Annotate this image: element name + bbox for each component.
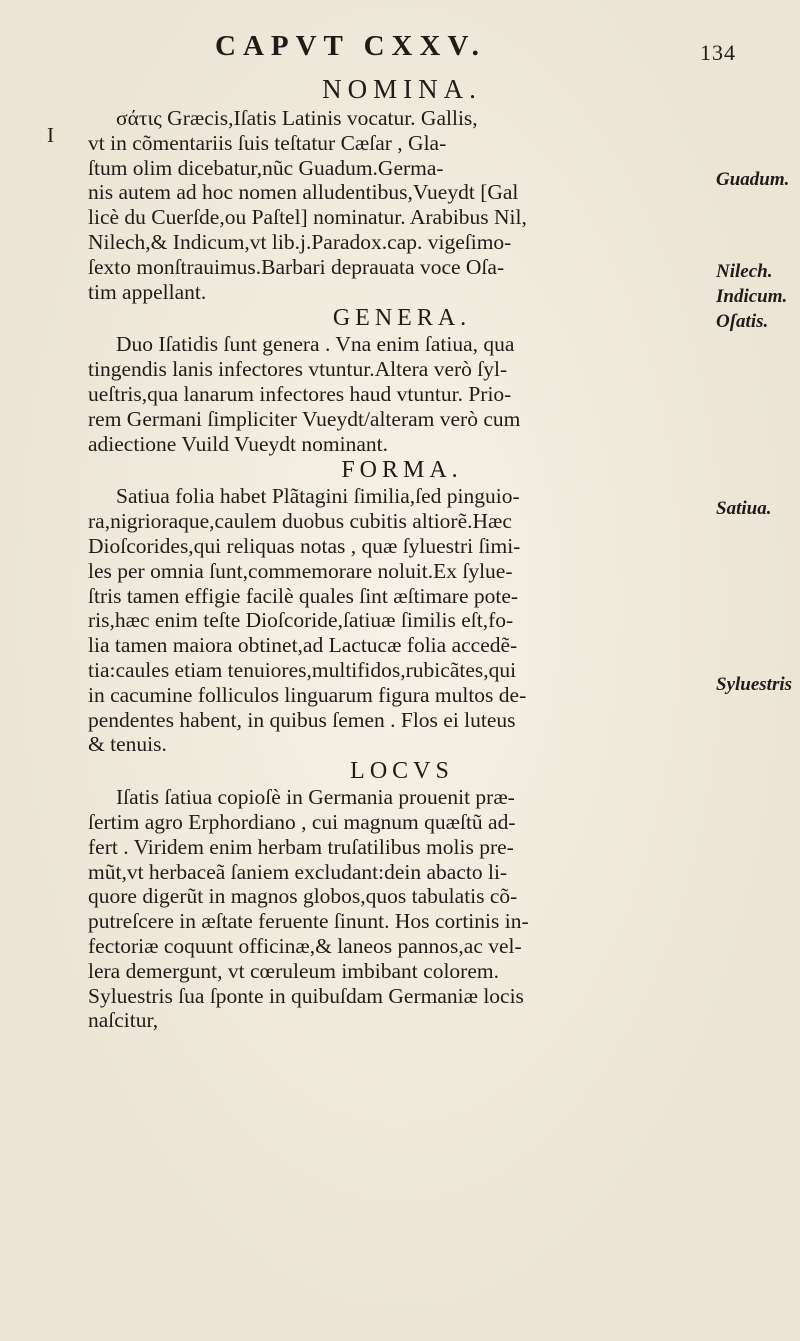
text-line: pendentes habent, in quibus ſemen . Flos ei luteus <box>88 707 516 732</box>
text-line: nis autem ad hoc nomen alludentibus,Vueydt [Gal <box>88 180 519 205</box>
section-forma <box>88 484 716 757</box>
text-line: tingendis lanis infectores vtuntur.Altera verò ſyl- <box>88 357 508 382</box>
text-line: Dioſcorides,qui reliquas notas , quæ ſyluestri ſimi- <box>88 533 521 558</box>
text-line: in cacumine folliculos linguarum figura multos de- <box>88 682 527 707</box>
text-line: ueſtris,qua lanarum infectores haud vtuntur. Prio- <box>88 381 512 406</box>
section-heading-nomina: NOMINA. <box>322 74 482 104</box>
text-line: mũt,vt herbaceã ſaniem excludant:dein abacto li- <box>88 859 508 884</box>
text-line: licè du Cuerſde,ou Paſtel] nominatur. Arabibus Nil, <box>88 205 527 230</box>
text-line: rem Germani ſimpliciter Vueydt/alteram verò cum <box>88 406 521 431</box>
text-line: Iſatis ſatiua copioſè in Germania prouenit præ- <box>116 785 515 810</box>
text-line: lera demergunt, vt cœruleum imbibant colorem. <box>88 958 499 983</box>
text-line: & tenuis. <box>88 732 167 757</box>
text-line: quore digerũt in magnos globos,quos tabulatis cõ- <box>88 884 518 909</box>
text-line: fectoriæ coquunt officinæ,& laneos pannos,ac vel- <box>88 933 522 958</box>
text-line: adiectione Vuild Vueydt nominant. <box>88 431 388 456</box>
section-heading-genera: GENERA. <box>332 305 472 332</box>
margin-note: Nilech. <box>716 261 773 282</box>
margin-note: Indicum. <box>716 286 788 307</box>
text-line: ſertim agro Erphordiano , cui magnum quæſtũ ad- <box>88 809 516 834</box>
section-heading-forma: FORMA. <box>341 457 463 484</box>
text-line: naſcitur, <box>88 1008 159 1033</box>
section-nomina <box>88 106 716 304</box>
text-line: tia:caules etiam tenuiores,multifidos,rubicãtes,qui <box>88 657 517 682</box>
margin-note: Syluestris <box>716 674 793 695</box>
main-text-column <box>88 72 716 1033</box>
page-header <box>0 30 800 70</box>
margin-note: Satiua. <box>716 498 772 519</box>
section-locus <box>88 785 716 1033</box>
margin-note: Guadum. <box>716 169 790 190</box>
page-number: 134 <box>700 40 736 65</box>
text-line: ſtris tamen effigie facilè quales ſint æſtimare pote- <box>88 583 519 608</box>
text-line: ra,nigrioraque,caulem duobus cubitis altiorẽ.Hæc <box>88 509 512 534</box>
text-line: σάτις Græcis,Iſatis Latinis vocatur. Gallis, <box>116 106 478 130</box>
chapter-title: CAPVT CXXV. <box>215 30 486 62</box>
text-line: Nilech,& Indicum,vt lib.j.Paradox.cap. vigeſimo- <box>88 229 512 254</box>
text-line: tim appellant. <box>88 279 207 304</box>
text-line: ſtum olim dicebatur,nũc Guadum.Germa- <box>88 155 444 180</box>
text-line: vt in cõmentariis ſuis teſtatur Cæſar , Gla- <box>88 130 447 155</box>
text-line: les per omnia ſunt,commemorare noluit.Ex ſylue- <box>88 558 513 583</box>
section-genera <box>88 332 716 456</box>
text-line: Duo Iſatidis ſunt genera . Vna enim ſatiua, qua <box>116 332 515 357</box>
text-line: Syluestris ſua ſponte in quibuſdam Germaniæ locis <box>88 983 524 1008</box>
text-line: ſexto monſtrauimus.Barbari deprauata voce Oſa- <box>88 254 505 279</box>
line-number-marker: I <box>47 123 54 147</box>
margin-note: Oſatis. <box>716 311 769 332</box>
text-line: fert . Viridem enim herbam truſatilibus molis pre- <box>88 834 514 859</box>
text-line: putreſcere in æſtate feruente ſinunt. Hos cortinis in- <box>88 909 529 934</box>
text-line: lia tamen maiora obtinet,ad Lactucæ folia accedẽ- <box>88 633 518 658</box>
text-line: ris,hæc enim teſte Dioſcoride,ſatiuæ ſimilis eſt,fo- <box>88 608 514 633</box>
text-line: Satiua folia habet Plãtagini ſimilia,ſed pinguio- <box>116 484 520 509</box>
section-heading-locus: LOCVS <box>350 758 454 785</box>
